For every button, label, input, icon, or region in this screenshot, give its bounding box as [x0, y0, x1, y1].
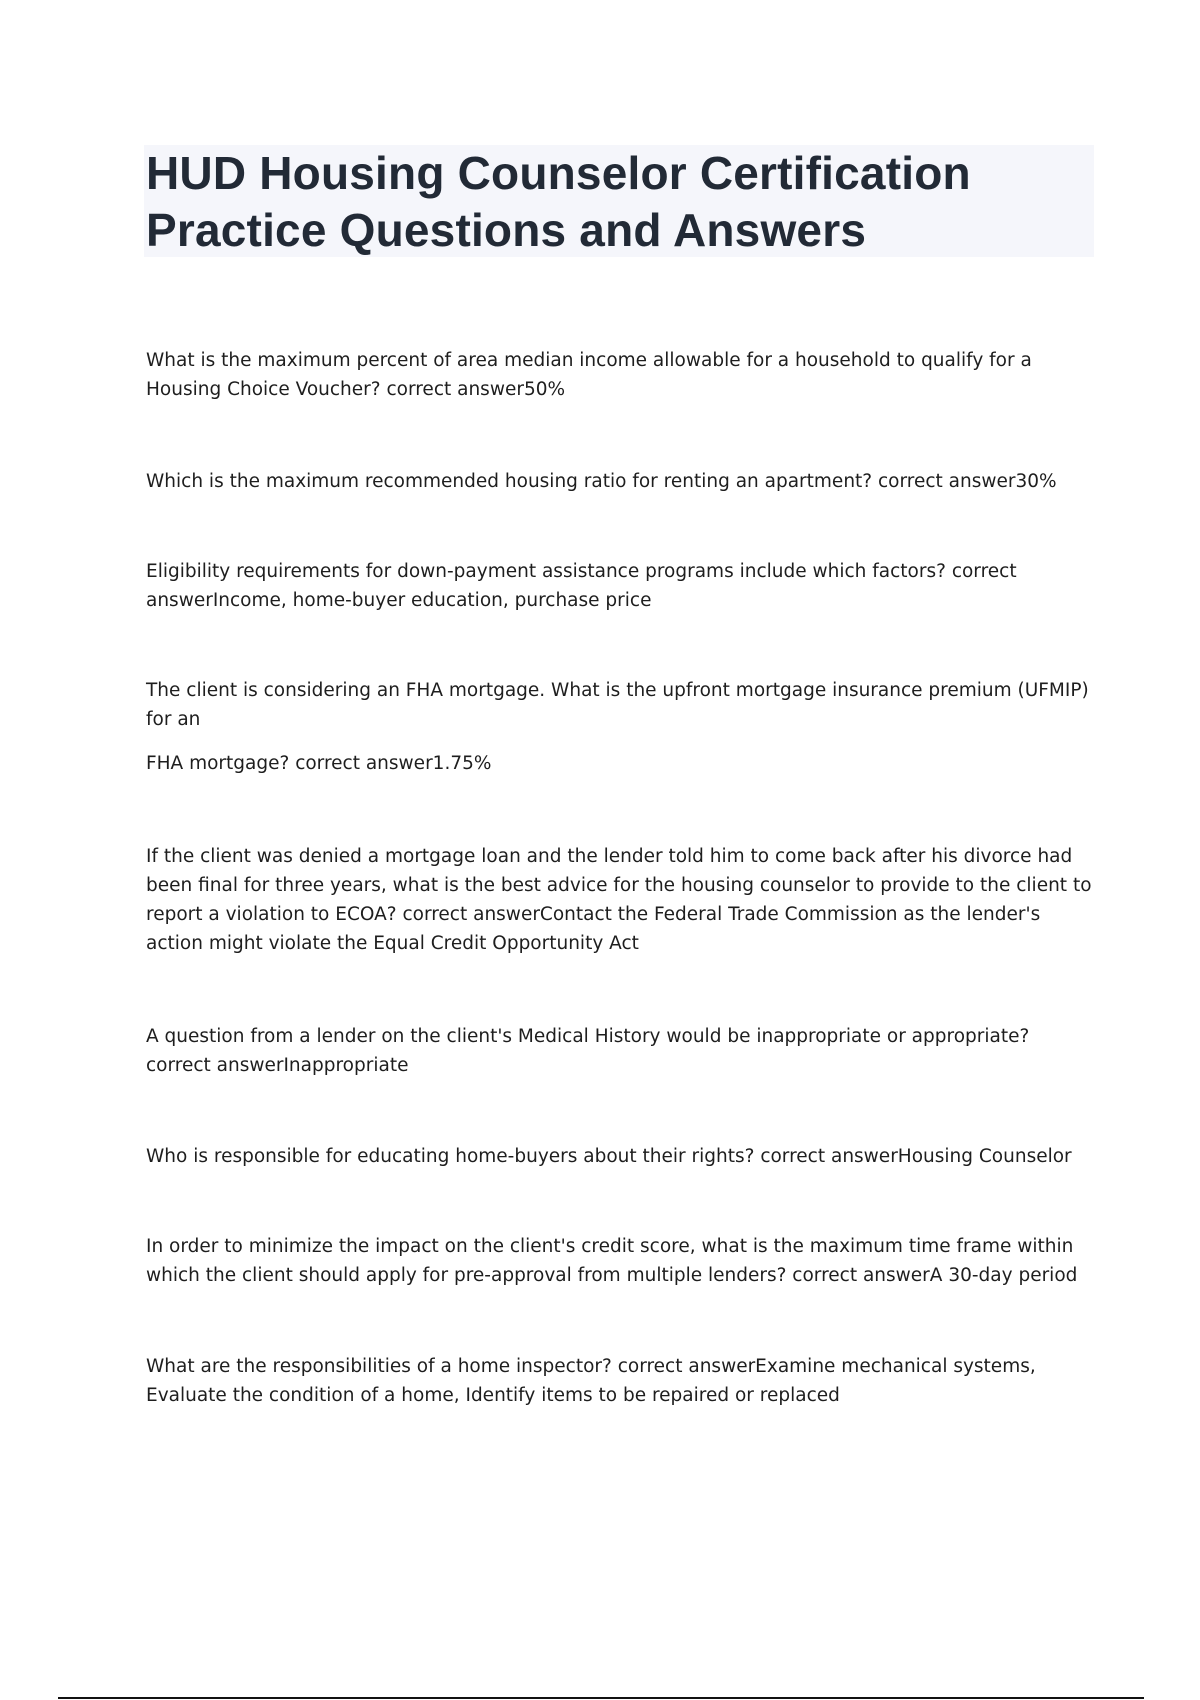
question-text: Who is responsible for educating home-buyers about their rights? correct answerHousing Counselor: [146, 1146, 1072, 1167]
title-block: [144, 145, 1094, 257]
question-text: What are the responsibilities of a home inspector? correct answerExamine mechanical systems, Evaluate the condition of a home, Identify items to be repaired or replaced: [146, 1356, 1036, 1406]
question-item-8: [146, 1232, 1096, 1290]
question-text: If the client was denied a mortgage loan and the lender told him to come back after his divorce had been final for three years, what is the best advice for the housing counselor to provide to the client to report a violation to ECOA? correct answerContact the Federal Trade Commission as the lender's action might violate the Equal Credit Opportunity Act: [146, 846, 1092, 954]
title-line-2: Practice Questions and Answers: [146, 204, 867, 256]
question-item-6: [146, 1022, 1096, 1080]
question-item-7: [146, 1142, 1096, 1171]
question-item-4: [146, 676, 1096, 778]
title-line-1: HUD Housing Counselor Certification: [146, 147, 971, 199]
footer-divider: [58, 1697, 1144, 1699]
question-text: The client is considering an FHA mortgage. What is the upfront mortgage insurance premium (UFMIP) for an: [146, 680, 1089, 730]
question-text: Which is the maximum recommended housing ratio for renting an apartment? correct answer30%: [146, 471, 1057, 492]
question-item-9: [146, 1352, 1096, 1410]
question-item-5: [146, 842, 1096, 958]
question-text-continued: FHA mortgage? correct answer1.75%: [146, 753, 492, 774]
question-text: In order to minimize the impact on the client's credit score, what is the maximum time frame within which the client should apply for pre-approval from multiple lenders? correct answerA 30-day period: [146, 1236, 1078, 1286]
question-item-1: [146, 346, 1096, 404]
page-title: [144, 145, 1094, 259]
question-item-2: [146, 467, 1096, 496]
question-text: What is the maximum percent of area median income allowable for a household to qualify for a Housing Choice Voucher? correct answer50%: [146, 350, 1032, 400]
question-item-3: [146, 557, 1096, 615]
question-text: A question from a lender on the client's Medical History would be inappropriate or appropriate? correct answerInappropriate: [146, 1026, 1030, 1076]
question-text: Eligibility requirements for down-payment assistance programs include which factors? correct answerIncome, home-buyer education, purchase price: [146, 561, 1017, 611]
